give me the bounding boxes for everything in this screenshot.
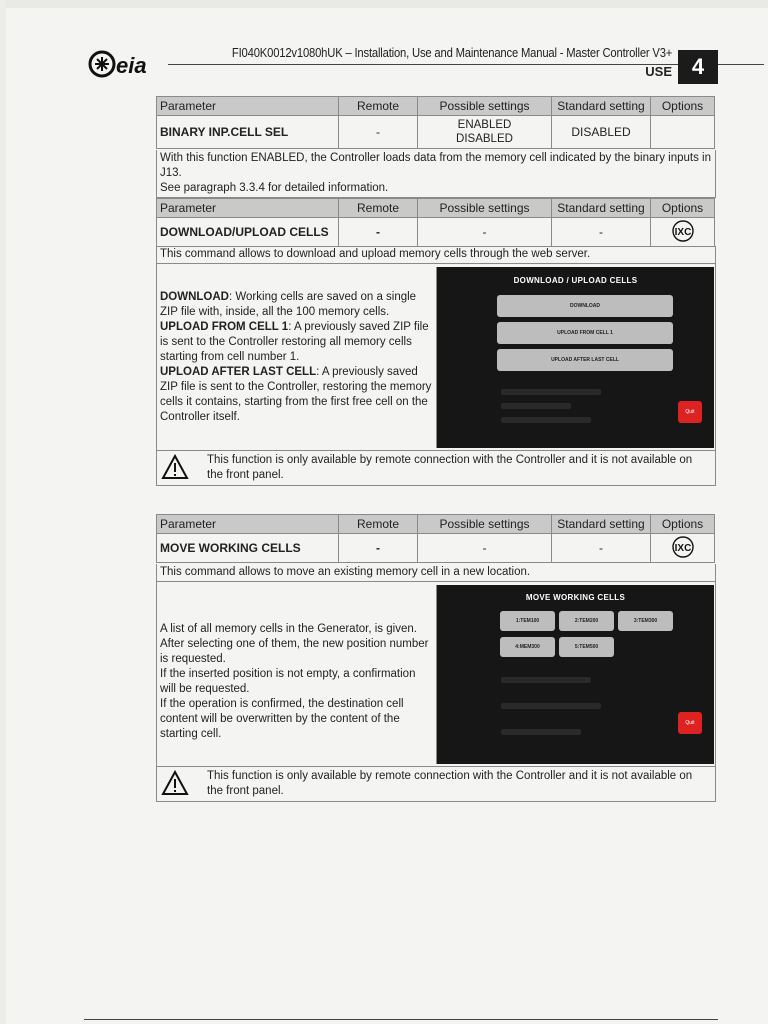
term-download: DOWNLOAD [160, 291, 229, 303]
warning-box [156, 766, 716, 802]
col-options: Options [651, 97, 715, 116]
term-text: : Working cells are saved on a single ZIP file with, inside, all the 100 memory cells. [160, 291, 417, 318]
background-menu-item [501, 677, 591, 683]
col-remote: Remote [339, 199, 418, 218]
section-label: USE [645, 64, 672, 79]
background-menu-item [501, 417, 591, 423]
param-possible: - [418, 218, 552, 247]
header-rule [168, 64, 764, 65]
cell-button[interactable]: 4:MEM300 [500, 637, 555, 657]
screen-title: DOWNLOAD / UPLOAD CELLS [513, 276, 638, 285]
col-parameter: Parameter [157, 515, 339, 534]
param-options [651, 218, 715, 247]
document-title: FI040K0012v1080hUK – Installation, Use and Maintenance Manual - Master Controller V3+ [231, 46, 672, 60]
term-upload-after-last: UPLOAD AFTER LAST CELL [160, 366, 317, 378]
possible-disabled: DISABLED [456, 133, 513, 145]
param-name: DOWNLOAD/UPLOAD CELLS [157, 218, 339, 247]
body-line: If the operation is confirmed, the destination cell content will be overwritten by the content of the starting cell. [160, 698, 404, 740]
param-options [651, 116, 715, 149]
cell-button[interactable]: 3:TEM300 [618, 611, 673, 631]
col-possible: Possible settings [418, 515, 552, 534]
param-possible: - [418, 534, 552, 563]
param-remote: - [339, 218, 418, 247]
description-line: See paragraph 3.3.4 for detailed information. [160, 182, 389, 194]
body-line: A list of all memory cells in the Generator, is given. After selecting one of them, the new position number is requested. [160, 623, 429, 665]
col-parameter: Parameter [157, 199, 339, 218]
param-possible [418, 116, 552, 149]
param-table-download-upload [156, 198, 715, 247]
background-menu-item [501, 703, 601, 709]
options-label: IXC [674, 542, 691, 554]
col-remote: Remote [339, 515, 418, 534]
section-number: 4 [678, 50, 718, 84]
move-cells-screenshot [436, 585, 714, 764]
warning-text: This function is only available by remote connection with the Controller and it is not available on the front panel. [207, 770, 693, 797]
param-standard: DISABLED [552, 116, 651, 149]
description-line: With this function ENABLED, the Controller loads data from the memory cell indicated by the binary inputs in J13. [160, 152, 711, 179]
param-standard: - [552, 218, 651, 247]
param-description: This command allows to move an existing memory cell in a new location. [156, 564, 716, 582]
page-edge [0, 0, 768, 8]
param-detail-box [156, 582, 716, 767]
term-text: : A previously saved ZIP file is sent to the Controller, restoring the memory cells it contains, starting from the first free cell on the Controller itself. [160, 366, 432, 423]
param-standard: - [552, 534, 651, 563]
upload-after-last-button[interactable]: UPLOAD AFTER LAST CELL [497, 349, 673, 371]
param-description: This command allows to download and upload memory cells through the web server. [156, 246, 716, 264]
param-description [156, 150, 716, 198]
col-possible: Possible settings [418, 97, 552, 116]
col-standard: Standard setting [552, 515, 651, 534]
cell-button[interactable]: 1:TEM100 [500, 611, 555, 631]
term-upload-from-cell: UPLOAD FROM CELL 1 [160, 321, 289, 333]
possible-enabled: ENABLED [457, 119, 512, 131]
param-remote: - [339, 116, 418, 149]
download-button[interactable]: DOWNLOAD [497, 295, 673, 317]
param-name: BINARY INP.CELL SEL [157, 116, 339, 149]
warning-box [156, 450, 716, 486]
quit-button[interactable]: Quit [678, 401, 702, 423]
cell-button[interactable]: 5:TEM500 [559, 637, 614, 657]
ixc-badge-icon [670, 536, 696, 558]
warning-triangle-icon [161, 770, 189, 796]
ixc-badge-icon [670, 220, 696, 242]
col-standard: Standard setting [552, 97, 651, 116]
col-standard: Standard setting [552, 199, 651, 218]
param-name: MOVE WORKING CELLS [157, 534, 339, 563]
col-remote: Remote [339, 97, 418, 116]
col-possible: Possible settings [418, 199, 552, 218]
param-detail-box [156, 264, 716, 451]
col-options: Options [651, 199, 715, 218]
ceia-logo [88, 48, 168, 80]
warning-triangle-icon [161, 454, 189, 480]
page-header [88, 44, 718, 84]
background-menu-item [501, 389, 601, 395]
footer-rule [84, 1019, 718, 1020]
download-upload-text [160, 290, 432, 425]
upload-from-cell-button[interactable]: UPLOAD FROM CELL 1 [497, 322, 673, 344]
options-label: IXC [674, 226, 691, 238]
body-line: If the inserted position is not empty, a confirmation will be requested. [160, 668, 416, 695]
screen-title: MOVE WORKING CELLS [525, 593, 626, 602]
cell-button[interactable]: 2:TEM200 [559, 611, 614, 631]
background-menu-item [501, 403, 571, 409]
download-upload-screenshot [436, 267, 714, 448]
warning-text: This function is only available by remote connection with the Controller and it is not available on the front panel. [207, 454, 693, 481]
param-options [651, 534, 715, 563]
param-remote: - [339, 534, 418, 563]
param-table-move-cells [156, 514, 715, 563]
move-cells-text [160, 622, 432, 742]
col-parameter: Parameter [157, 97, 339, 116]
svg-text:eia: eia [116, 53, 147, 78]
quit-button[interactable]: Quit [678, 712, 702, 734]
param-table-binary-inp [156, 96, 715, 149]
col-options: Options [651, 515, 715, 534]
term-text: : A previously saved ZIP file is sent to the Controller restoring all memory cells starting from cell number 1. [160, 321, 429, 363]
page-edge-left [0, 0, 6, 1024]
background-menu-item [501, 729, 581, 735]
